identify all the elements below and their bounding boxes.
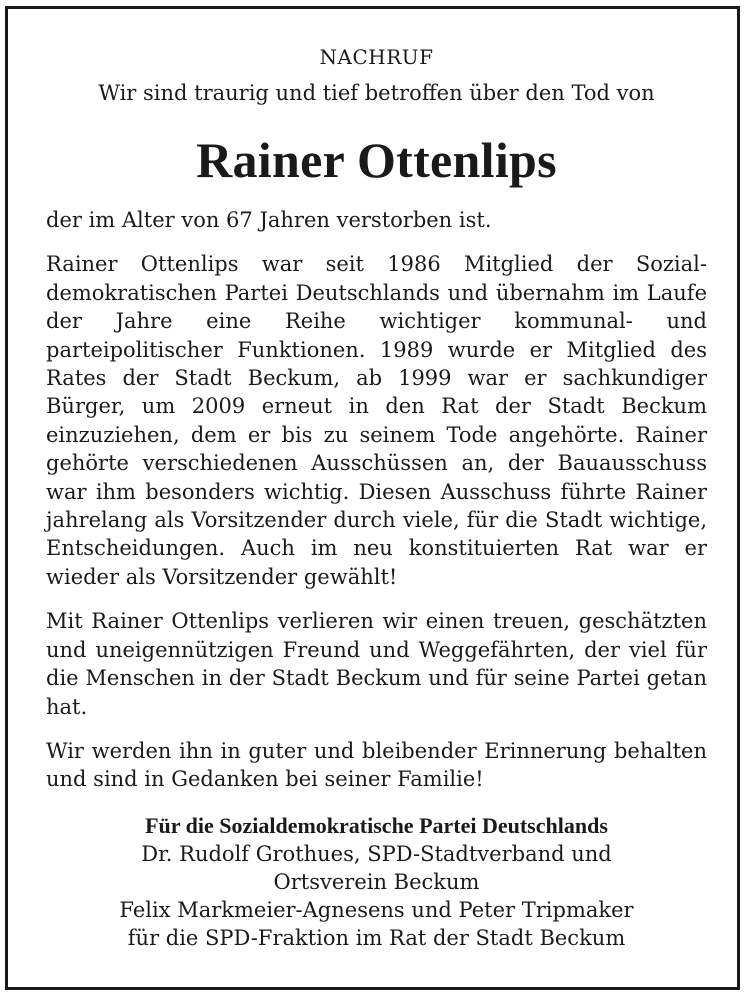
intro-line: Wir sind traurig und tief betroffen über den Tod von: [98, 81, 655, 105]
tribute-paragraph: Mit Rainer Ottenlips verlieren wir einen treuen, geschätzten und uneigennützigen Freund und Weggefährten, der viel für die Menschen in der Stadt Beckum und für seine Partei getan hat.: [46, 609, 707, 719]
age-line: der im Alter von 67 Jahren verstorben ist.: [46, 208, 492, 232]
remembrance-paragraph: Wir werden ihn in guter und bleibender Erinnerung behalten und sind in Gedanken bei seiner Familie!: [46, 738, 707, 792]
deceased-name: Rainer Ottenlips: [196, 132, 557, 188]
biography-paragraph: Rainer Ottenlips war seit 1986 Mitglied der Sozialdemokratischen Partei Deutschlands und übernahm im Laufe der Jahre eine Reihe wichtiger kommunal- und parteipolitischer Funktionen. 1989 wurde er Mitglied des Rates der Stadt Beckum, ab 1999 war er sachkundiger Bürger, um 2009 erneut in den Rat der Stadt Beckum einzuziehen, dem er bis zu seinem Tode angehörte. Rainer gehörte verschiedenen Ausschüssen an, der Bauausschuss war ihm besonders wichtig. Diesen Ausschuss führte Rainer jahrelang als Vorsitzender durch viele, für die Stadt wichtige, Entscheidungen. Auch im neu konstituierten Rat war er wieder als Vorsitzender gewählt!: [46, 252, 707, 589]
signature-line: Felix Markmeier-Agnesens und Peter Tripmaker: [119, 897, 634, 922]
signature-organization: Für die Sozialdemokratische Partei Deutschlands: [145, 812, 608, 838]
signature-line: für die SPD-Fraktion im Rat der Stadt Beckum: [127, 925, 626, 950]
signature-line: Dr. Rudolf Grothues, SPD-Stadtverband und: [141, 841, 612, 866]
signature-line: Ortsverein Beckum: [273, 869, 480, 894]
obituary-frame: [5, 6, 740, 990]
obituary-heading: NACHRUF: [319, 45, 434, 69]
signature-block: [46, 812, 707, 952]
obituary-content: [46, 9, 707, 952]
